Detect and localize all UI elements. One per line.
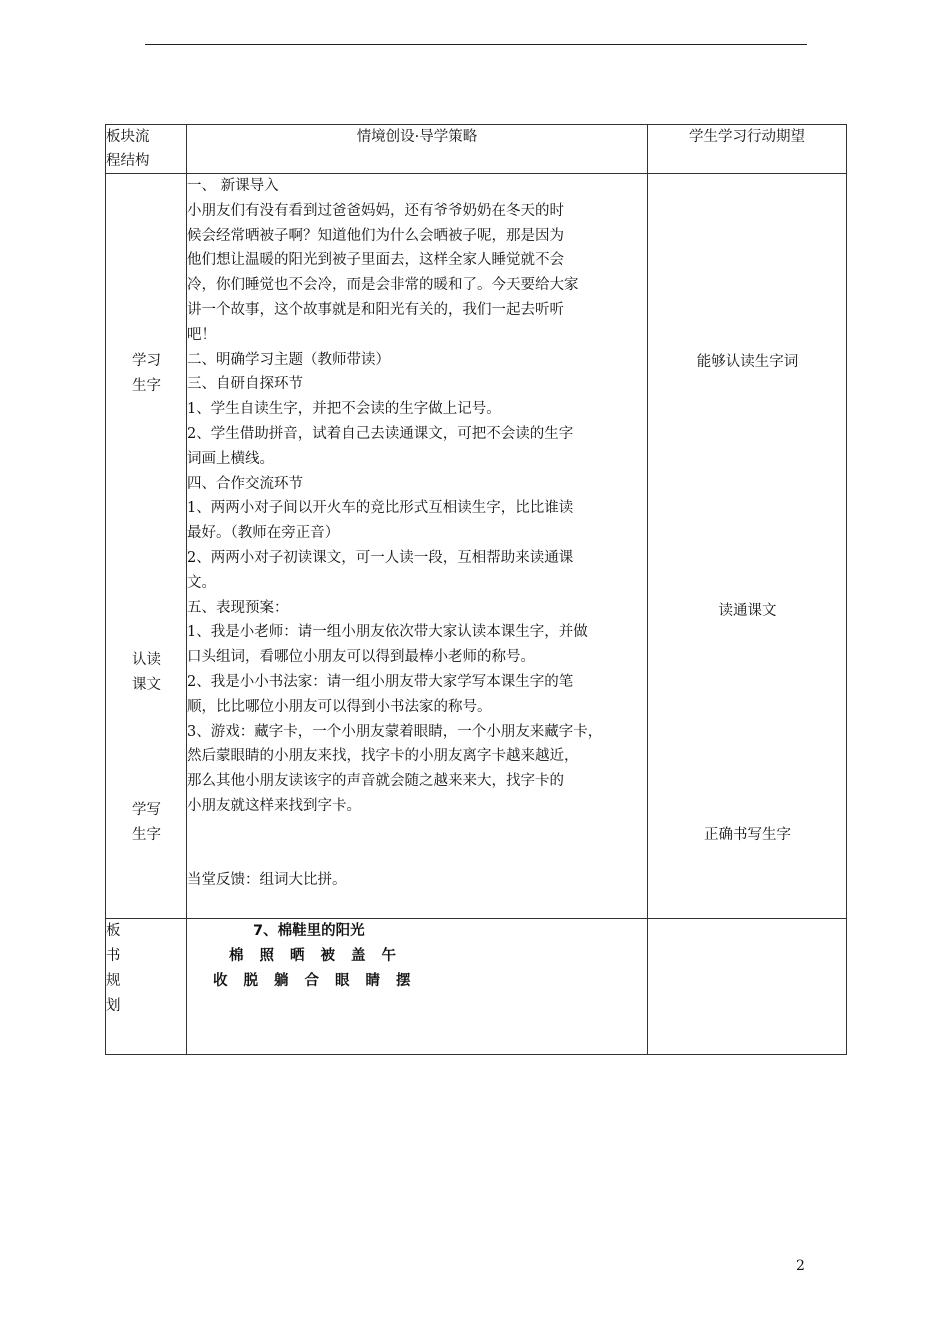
header-structure-line2: 程结构 [106,153,150,169]
expectation-learn-chars: 能够认读生字词 [696,354,799,370]
expectation-write-chars: 正确书写生字 [704,827,791,843]
section-label-read-text: 认读 课文 [132,652,161,693]
section-labels-cell [106,174,187,919]
strategy-line: 小朋友就这样来找到字卡。 [187,797,361,814]
strategy-line: 五、表现预案： [187,599,289,616]
board-char: 棉 [229,948,244,964]
section-label-write-chars: 学写 生字 [132,802,161,843]
strategy-line: 二、明确学习主题（教师带读） [187,351,390,368]
board-title: 7、棉鞋里的阳光 [253,923,365,939]
board-plan-empty-cell [648,919,847,1055]
board-char: 午 [381,948,396,964]
board-char: 盖 [351,948,366,964]
strategy-line: 2、学生借助拼音，试着自己去读通课文，可把不会读的生字 [187,425,574,442]
board-char: 被 [320,948,335,964]
strategy-line: 那么其他小朋友读该字的声音就会随之越来来大，找字卡的 [187,773,564,790]
table-header-row [106,125,847,174]
strategy-line: 1、两两小对子间以开火车的竞比形式互相读生字，比比谁读 [187,500,574,517]
board-char: 睛 [365,973,380,989]
page-number: 2 [796,1258,805,1274]
strategy-line: 然后蒙眼睛的小朋友来找，找字卡的小朋友离字卡越来越近， [187,748,579,765]
board-char: 眼 [335,973,350,989]
expectations-cell [648,174,847,919]
header-expectation-cell: 学生学习行动期望 [648,125,847,174]
strategy-line: 他们想让温暖的阳光到被子里面去，这样全家人睡觉就不会 [187,252,564,269]
strategy-line: 口头组词，看哪位小朋友可以得到最棒小老师的称号。 [187,649,535,666]
header-rule [145,44,807,45]
strategy-line: 讲一个故事，这个故事就是和阳光有关的，我们一起去听听 [187,301,564,318]
strategy-line: 文。 [187,574,216,591]
strategy-line: 词画上横线。 [187,450,274,467]
strategy-line: 四、合作交流环节 [187,475,303,492]
strategy-line: 顺，比比哪位小朋友可以得到小书法家的称号。 [187,698,492,715]
board-chars-line1 [187,944,647,969]
header-strategy-cell: 情境创设·导学策略 [187,125,648,174]
header-structure-line1: 板块流 [106,129,150,145]
board-chars-line2 [187,969,647,994]
expectation-read-text: 读通课文 [718,603,777,619]
header-structure-cell [106,125,187,174]
board-char: 晒 [290,948,305,964]
section-label-learn-chars: 学习 生字 [132,353,161,394]
strategy-line: 3、游戏：藏字卡，一个小朋友蒙着眼睛，一个小朋友来藏字卡， [187,723,603,740]
strategy-line: 吧！ [187,326,216,343]
strategy-line: 最好。（教师在旁正音） [187,525,340,542]
strategy-line: 1、我是小老师：请一组小朋友依次带大家认读本课生字，并做 [187,624,588,641]
board-char: 躺 [274,973,289,989]
board-char: 收 [213,973,228,989]
strategy-lines [187,174,647,819]
strategy-line: 2、我是小小书法家：请一组小朋友带大家学写本课生字的笔 [187,673,574,690]
board-plan-content-cell [187,919,648,1055]
strategy-line: 候会经常晒被子啊？知道他们为什么会晒被子呢，那是因为 [187,227,564,244]
lesson-plan-table [105,124,847,1055]
strategy-line: 小朋友们有没有看到过爸爸妈妈，还有爷爷奶奶在冬天的时 [187,202,564,219]
strategy-line: 1、学生自读生字，并把不会读的生字做上记号。 [187,401,501,418]
board-char: 摆 [396,973,411,989]
strategy-line: 一、 新课导入 [187,178,279,194]
board-plan-label-cell: 板 书 规 划 [106,919,187,1055]
board-plan-row [106,919,847,1055]
board-char: 脱 [243,973,258,989]
board-char: 合 [304,973,319,989]
feedback-line: 当堂反馈：组词大比拼。 [187,871,347,888]
strategy-line: 冷，你们睡觉也不会冷，而是会非常的暖和了。今天要给大家 [187,277,579,294]
strategy-line: 三、自研自探环节 [187,376,303,393]
strategy-line: 2、两两小对子初读课文，可一人读一段，互相帮助来读通课 [187,549,574,566]
board-char: 照 [259,948,274,964]
table-body-row [106,174,847,919]
strategy-cell [187,174,648,919]
